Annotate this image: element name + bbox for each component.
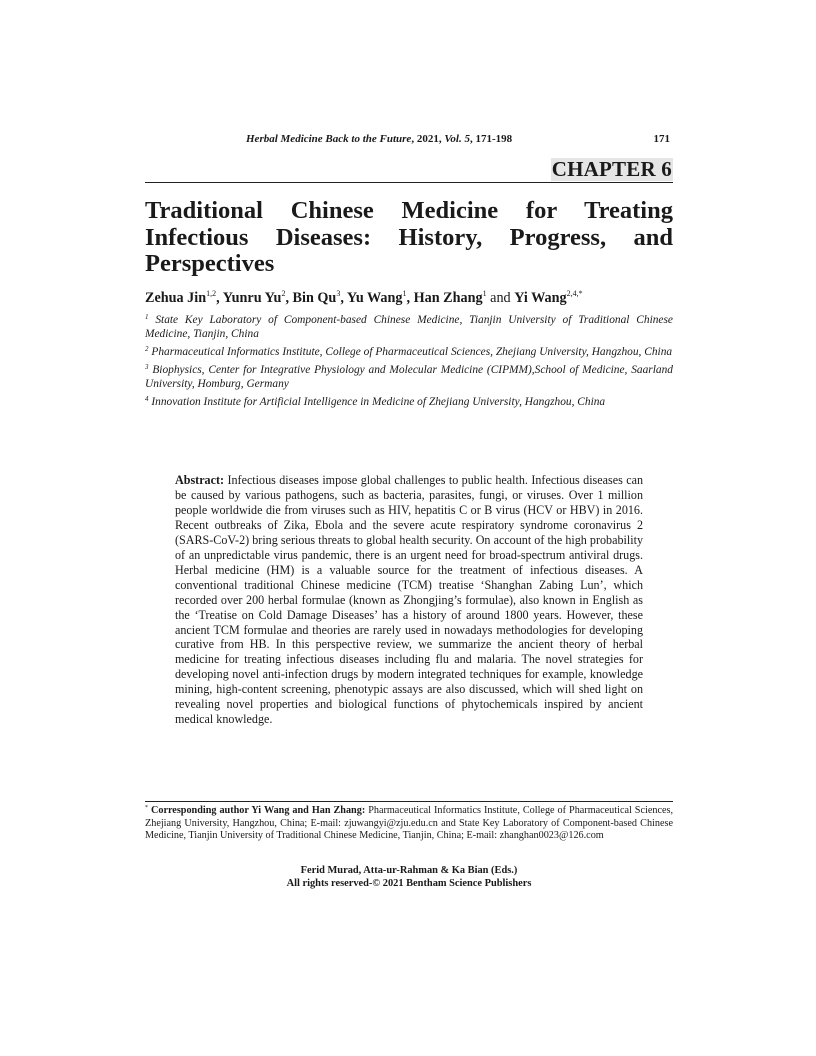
author-name: Zehua Jin [145,290,207,306]
author-affiliation-mark: 1 [402,289,407,298]
affiliation-number: 1 [145,313,149,321]
affiliation-text: Pharmaceutical Informatics Institute, College of Pharmaceutical Sciences, Zhejiang University, Hangzhou, China [151,346,673,358]
author-separator: , [406,290,414,306]
author-separator: , [340,290,347,306]
footnote-divider [145,801,673,802]
affiliation-number: 4 [145,395,149,403]
title-line: Infectious Diseases: History, Progress, and [145,223,673,251]
affiliation-text: State Key Laboratory of Component-based Chinese Medicine, Tianjin University of Traditional Chinese Medicine, Tianjin, China [145,314,673,340]
journal-volume: Vol. 5 [444,133,470,145]
corresponding-author-footnote [145,805,673,843]
journal-year: , 2021, [411,133,445,145]
author-name: Yunru Yu [222,290,282,306]
journal-pages: , 171-198 [470,133,513,145]
author-affiliation-mark: 3 [336,289,341,298]
author-separator: and [486,290,515,306]
footnote-mark: * [145,805,148,811]
affiliation-text: Innovation Institute for Artificial Intelligence in Medicine of Zhejiang University, Hangzhou, China [151,396,606,408]
affiliation-list [145,313,673,413]
author-name: Yi Wang [514,290,567,306]
abstract [175,473,643,727]
affiliation [145,313,673,341]
title-line: Perspectives [145,250,275,277]
author-separator: , [285,290,293,306]
affiliation-number: 2 [145,345,149,353]
author-affiliation-mark: 1 [482,289,487,298]
abstract-label: Abstract: [175,473,225,487]
author-name: Bin Qu [292,290,337,306]
affiliation-number: 3 [145,363,149,371]
chapter-bar [145,158,673,183]
journal-citation [246,133,512,145]
author-affiliation-mark: 2,4,* [566,289,583,298]
journal-title: Herbal Medicine Back to the Future [246,133,412,145]
author-name: Han Zhang [413,290,483,306]
author-affiliation-mark: 1,2 [206,289,217,298]
editors-line: Ferid Murad, Atta-ur-Rahman & Ka Bian (Eds.) [300,865,518,876]
footnote-label: Corresponding author Yi Wang and Han Zhang: [151,805,366,816]
page-number: 171 [653,133,670,145]
author-name: Yu Wang [346,290,403,306]
affiliation [145,363,673,391]
publisher-block [145,865,673,890]
chapter-label: CHAPTER 6 [551,157,672,181]
author-separator: , [216,290,223,306]
affiliation [145,395,673,409]
copyright-line: All rights reserved-© 2021 Bentham Science Publishers [286,877,532,889]
chapter-title [145,198,673,278]
abstract-text: Infectious diseases impose global challenges to public health. Infectious diseases can be caused by various pathogens, such as bacteria, parasites, fungi, or viruses. Over 1 million people worldwide die from viruses such as HIV, hepatitis C or B virus (HCV or HBV) in 2016. Recent outbreaks of Zika, Ebola and the severe acute respiratory syndrome coronavirus 2 (SARS-CoV-2) bring serious threats to global health security. On account of the high probability of an unpredictable virus pandemic, there is an urgent need for broad-spectrum antiviral drugs. Herbal medicine (HM) is a valuable source for the treatment of infectious diseases. A conventional traditional Chinese medicine (TCM) treatise ‘Shanghan Zabing Lun’, which recorded over 200 herbal formulae (known as Zhongjing’s formulae), also known in English as the ‘Treatise on Cold Damage Diseases’ has a history of around 1800 years. However, these ancient TCM formulae and theories are rarely used in nowadays methodologies for developing curative from HB. In this perspective review, we summarize the ancient theory of herbal medicine for treating infectious diseases including flu and malaria. The novel strategies for developing novel anti-infection drugs by modern integrated techniques for example, knowledge mining, high-content screening, phenotypic assays are also discussed, which will shed light on revealing novel properties and biological functions of phytochemicals inspired by ancient medical knowledge. [175,473,643,727]
author-affiliation-mark: 2 [281,289,286,298]
footnote-text: Pharmaceutical Informatics Institute, College of Pharmaceutical Sciences, Zhejiang University, Hangzhou, China; E-mail: zjuwangyi@zju.edu.cn and State Key Laboratory of Component-based Chinese Medicine, Tianjin University of Traditional Chinese Medicine, Tianjin, China; E-mail: zhanghan0023@126.com [145,805,673,842]
author-list [145,290,685,307]
affiliation-text: Biophysics, Center for Integrative Physiology and Molecular Medicine (CIPMM),School of Medicine, Saarland University, Homburg, Germany [145,364,673,390]
affiliation [145,345,673,359]
title-line: Traditional Chinese Medicine for Treating [145,197,673,224]
